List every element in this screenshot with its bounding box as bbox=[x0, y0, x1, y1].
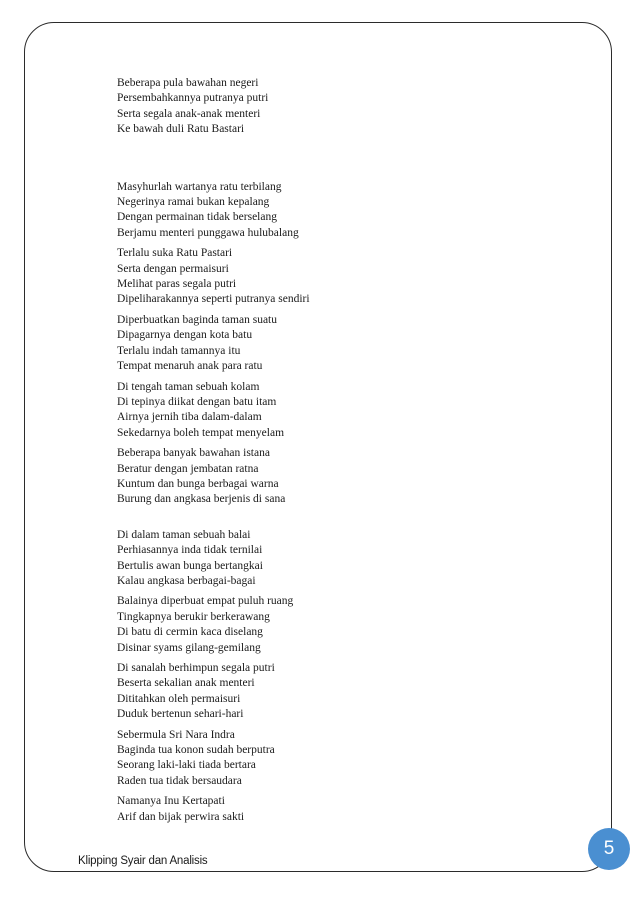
poem-line: Raden tua tidak bersaudara bbox=[117, 774, 242, 787]
poem-line: Sebermula Sri Nara Indra bbox=[117, 728, 235, 741]
poem-line: Persembahkannya putranya putri bbox=[117, 92, 269, 105]
poem-line: Masyhurlah wartanya ratu terbilang bbox=[117, 180, 282, 193]
poem-line: Ke bawah duli Ratu Bastari bbox=[117, 123, 245, 136]
poem-line: Melihat paras segala putri bbox=[117, 278, 237, 291]
poem-line: Kalau angkasa berbagai-bagai bbox=[117, 574, 256, 587]
poem-line: Di sanalah berhimpun segala putri bbox=[117, 662, 275, 674]
poem-line: Terlalu indah tamannya itu bbox=[117, 344, 241, 357]
poem-line: Burung dan angkasa berjenis di sana bbox=[117, 493, 286, 506]
poem bbox=[117, 76, 537, 825]
poem-line: Perhiasannya inda tidak ternilai bbox=[117, 544, 263, 557]
stanza-4 bbox=[117, 313, 537, 375]
footer-title: Klipping Syair dan Analisis bbox=[78, 855, 208, 867]
poem-line: Namanya Inu Kertapati bbox=[117, 795, 225, 808]
poem-line: Terlalu suka Ratu Pastari bbox=[117, 247, 233, 260]
poem-line: Seorang laki-laki tiada bertara bbox=[117, 759, 256, 772]
stanza-11 bbox=[117, 794, 537, 825]
poem-line: Baginda tua konon sudah berputra bbox=[117, 744, 275, 757]
poem-line: Beserta sekalian anak menteri bbox=[117, 677, 255, 690]
poem-line: Negerinya ramai bukan kepalang bbox=[117, 196, 270, 209]
poem-line: Beberapa banyak bawahan istana bbox=[117, 447, 270, 460]
stanza-9 bbox=[117, 661, 537, 723]
poem-line: Arif dan bijak perwira sakti bbox=[117, 810, 245, 823]
poem-line: Beberapa pula bawahan negeri bbox=[117, 77, 259, 89]
poem-line: Tingkapnya berukir berkerawang bbox=[117, 610, 270, 623]
poem-line: Disinar syams gilang-gemilang bbox=[117, 641, 261, 654]
stanza-5 bbox=[117, 380, 537, 442]
poem-line: Airnya jernih tiba dalam-dalam bbox=[117, 411, 262, 424]
poem-line: Dititahkan oleh permaisuri bbox=[117, 692, 241, 705]
poem-line: Di tengah taman sebuah kolam bbox=[117, 380, 260, 393]
poem-line: Serta segala anak-anak menteri bbox=[117, 107, 261, 120]
poem-line: Dipeliharakannya seperti putranya sendiri bbox=[117, 293, 310, 306]
poem-line: Di dalam taman sebuah balai bbox=[117, 528, 251, 541]
poem-line: Dipagarnya dengan kota batu bbox=[117, 329, 253, 342]
poem-line: Duduk bertenun sehari-hari bbox=[117, 708, 244, 721]
stanza-10 bbox=[117, 728, 537, 790]
page-number-badge: 5 bbox=[588, 828, 630, 870]
poem-line: Bertulis awan bunga bertangkai bbox=[117, 559, 263, 572]
poem-line: Balainya diperbuat empat puluh ruang bbox=[117, 595, 294, 608]
stanza-6 bbox=[117, 446, 537, 508]
poem-line: Di tepinya diikat dengan batu itam bbox=[117, 395, 277, 408]
stanza-7 bbox=[117, 528, 537, 590]
stanza-3 bbox=[117, 246, 537, 308]
poem-line: Diperbuatkan baginda taman suatu bbox=[117, 313, 277, 326]
poem-line: Berjamu menteri punggawa hulubalang bbox=[117, 226, 299, 239]
stanza-2 bbox=[117, 180, 537, 242]
poem-line: Dengan permainan tidak berselang bbox=[117, 211, 277, 224]
stanza-8 bbox=[117, 594, 537, 656]
poem-line: Serta dengan permaisuri bbox=[117, 262, 229, 275]
poem-line: Di batu di cermin kaca diselang bbox=[117, 626, 263, 639]
poem-line: Sekedarnya boleh tempat menyelam bbox=[117, 426, 285, 439]
poem-line: Tempat menaruh anak para ratu bbox=[117, 360, 263, 373]
poem-line: Beratur dengan jembatan ratna bbox=[117, 462, 259, 475]
stanza-1 bbox=[117, 76, 537, 138]
poem-line: Kuntum dan bunga berbagai warna bbox=[117, 477, 279, 490]
